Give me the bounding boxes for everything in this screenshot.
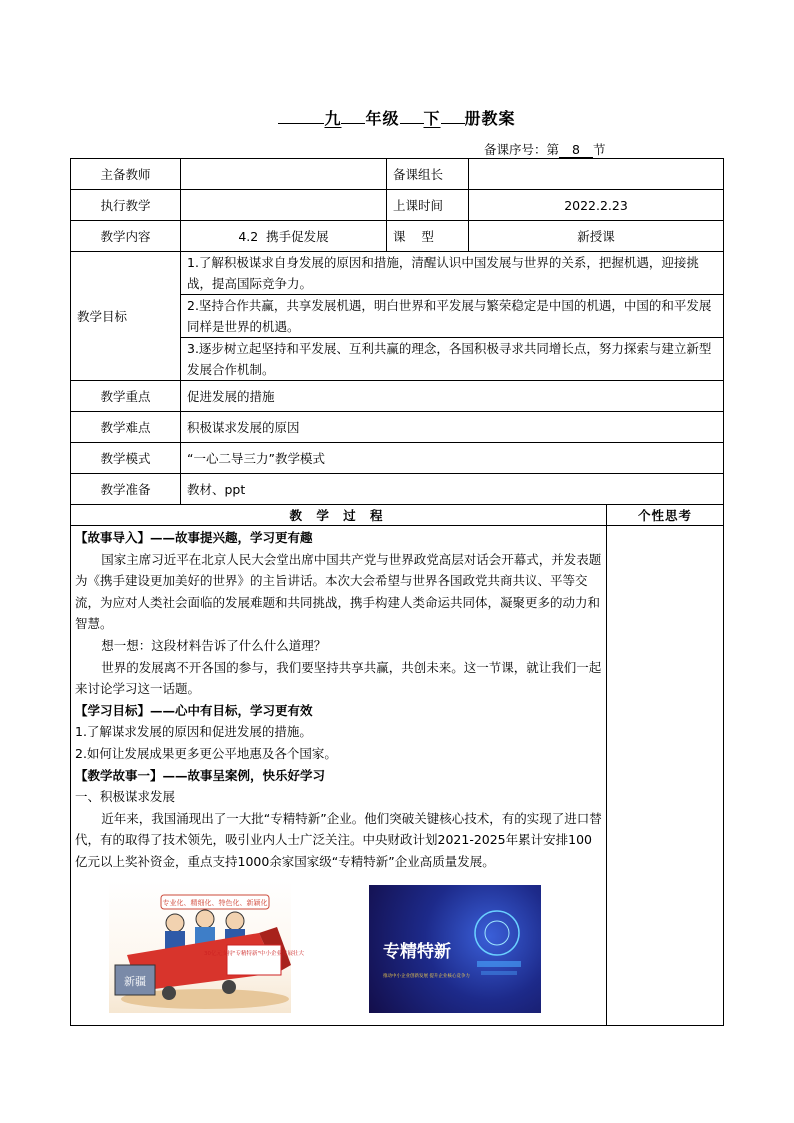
difficulty-label: 教学难点: [71, 412, 181, 443]
poster-caption: 推动中小企业创新发展 提升企业核心竞争力: [383, 973, 470, 979]
story-intro-title: 【故事导入】——故事提兴趣，学习更有趣: [75, 530, 313, 545]
personal-heading: 个性思考: [607, 505, 724, 526]
page-title: [0, 106, 794, 129]
type-value: 新授课: [469, 221, 724, 252]
story-intro-text: 国家主席习近平在北京人民大会堂出席中国共产党与世界政党高层对话会开幕式，并发表题为《携手建设更加美好的世界》的主旨讲话。本次大会希望与世界各国政党共商共议、平等交流，为应对人类社会面临的发展难题和共同挑战，携手构建人类命运共同体，凝聚更多的动力和智慧。: [75, 551, 602, 632]
section-1-text: 近年来，我国涌现出了一大批“专精特新”企业。他们突破关键核心技术，有的实现了进口替代，有的取得了技术领先，吸引业内人士广泛关注。中央财政计划2021-2025年累计安排100亿元以上奖补资金，重点支持1000余家国家级“专精特新”企业高质量发展。: [75, 810, 602, 869]
row-mode: [71, 443, 724, 474]
grade-suffix: 年级: [365, 109, 400, 128]
goals-label: 教学目标: [71, 252, 181, 381]
row-teacher: [71, 159, 724, 190]
serial-prefix: 备课序号：第: [484, 142, 560, 157]
personal-thoughts-cell[interactable]: [607, 526, 724, 1026]
poster-illustration: [369, 885, 541, 1013]
executor-value[interactable]: [181, 190, 387, 221]
date-value: 2022.2.23: [469, 190, 724, 221]
lesson-plan-table: [70, 158, 724, 1026]
difficulty-value: 积极谋求发展的原因: [181, 412, 724, 443]
content-label: 教学内容: [71, 221, 181, 252]
serial-number: 8: [559, 142, 593, 158]
objective-2: 2.如何让发展成果更多更公平地惠及各个国家。: [75, 745, 337, 761]
think-question: 想一想：这段材料告诉了什么什么道理？: [101, 637, 327, 653]
group-leader-label: 备课组长: [387, 159, 469, 190]
volume-value: 下: [423, 109, 441, 128]
objective-1: 1.了解谋求发展的原因和促进发展的措施。: [75, 724, 312, 740]
row-goal-1: [71, 252, 724, 295]
date-label: 上课时间: [387, 190, 469, 221]
cartoon-banner: 专业化、精细化、特色化、新颖化: [162, 898, 268, 907]
think-answer: 世界的发展离不开各国的参与，我们要坚持共享共赢，共创未来。这一节课，就让我们一起来讨论学习这一话题。: [75, 659, 602, 697]
title-underline-vol-left: [400, 109, 424, 124]
teacher-value[interactable]: [181, 159, 387, 190]
group-leader-value[interactable]: [469, 159, 724, 190]
row-process-head: [71, 505, 724, 526]
mode-value: “一心二导三力”教学模式: [181, 443, 724, 474]
row-executor: [71, 190, 724, 221]
row-prep: [71, 474, 724, 505]
goal-item-2: 2.坚持合作共赢，共享发展机遇，明白世界和平发展与繁荣稳定是中国的机遇，中国的和平发展同样是世界的机遇。: [181, 295, 724, 338]
section-1-heading: 一、积极谋求发展: [75, 789, 176, 805]
content-value: 4.2 携手促发展: [181, 221, 387, 252]
story1-title: 【教学故事一】——故事呈案例，快乐好学习: [75, 767, 326, 783]
teacher-label: 主备教师: [71, 159, 181, 190]
poster-image: [369, 885, 541, 1013]
cartoon-image: [109, 881, 305, 1013]
volume-suffix: 册教案: [464, 109, 516, 128]
objectives-title: 【学习目标】——心中有目标，学习更有效: [75, 702, 313, 718]
title-underline-left: [278, 109, 324, 124]
cartoon-sign: 30亿元支持"专精特新"中小企业发展壮大: [203, 950, 305, 957]
goal-item-3: 3.逐步树立起坚持和平发展、互利共赢的理念，各国积极寻求共同增长点，努力探索与建立新型发展合作机制。: [181, 338, 724, 381]
prep-label: 教学准备: [71, 474, 181, 505]
grade-value: 九: [324, 109, 342, 128]
title-underline-vol-right: [441, 109, 465, 124]
serial-suffix: 节: [593, 142, 606, 157]
process-content: [71, 526, 607, 1026]
row-key-point: [71, 381, 724, 412]
title-underline-mid: [341, 109, 365, 124]
mode-label: 教学模式: [71, 443, 181, 474]
key-point-label: 教学重点: [71, 381, 181, 412]
prep-value: 教材、ppt: [181, 474, 724, 505]
row-process-body: [71, 526, 724, 1026]
illustration-row: [75, 881, 602, 1013]
poster-title: 专精特新: [383, 941, 451, 962]
row-difficulty: [71, 412, 724, 443]
row-content: [71, 221, 724, 252]
process-heading: 教 学 过 程: [71, 505, 607, 526]
goal-item-1: 1.了解积极谋求自身发展的原因和措施，清醒认识中国发展与世界的关系，把握机遇，迎接挑战，提高国际竞争力。: [181, 252, 724, 295]
cartoon-illustration: [109, 881, 305, 1013]
type-label: 课 型: [387, 221, 469, 252]
lesson-serial: [484, 140, 606, 158]
cartoon-box-label: 新疆: [124, 974, 146, 988]
executor-label: 执行教学: [71, 190, 181, 221]
key-point-value: 促进发展的措施: [181, 381, 724, 412]
